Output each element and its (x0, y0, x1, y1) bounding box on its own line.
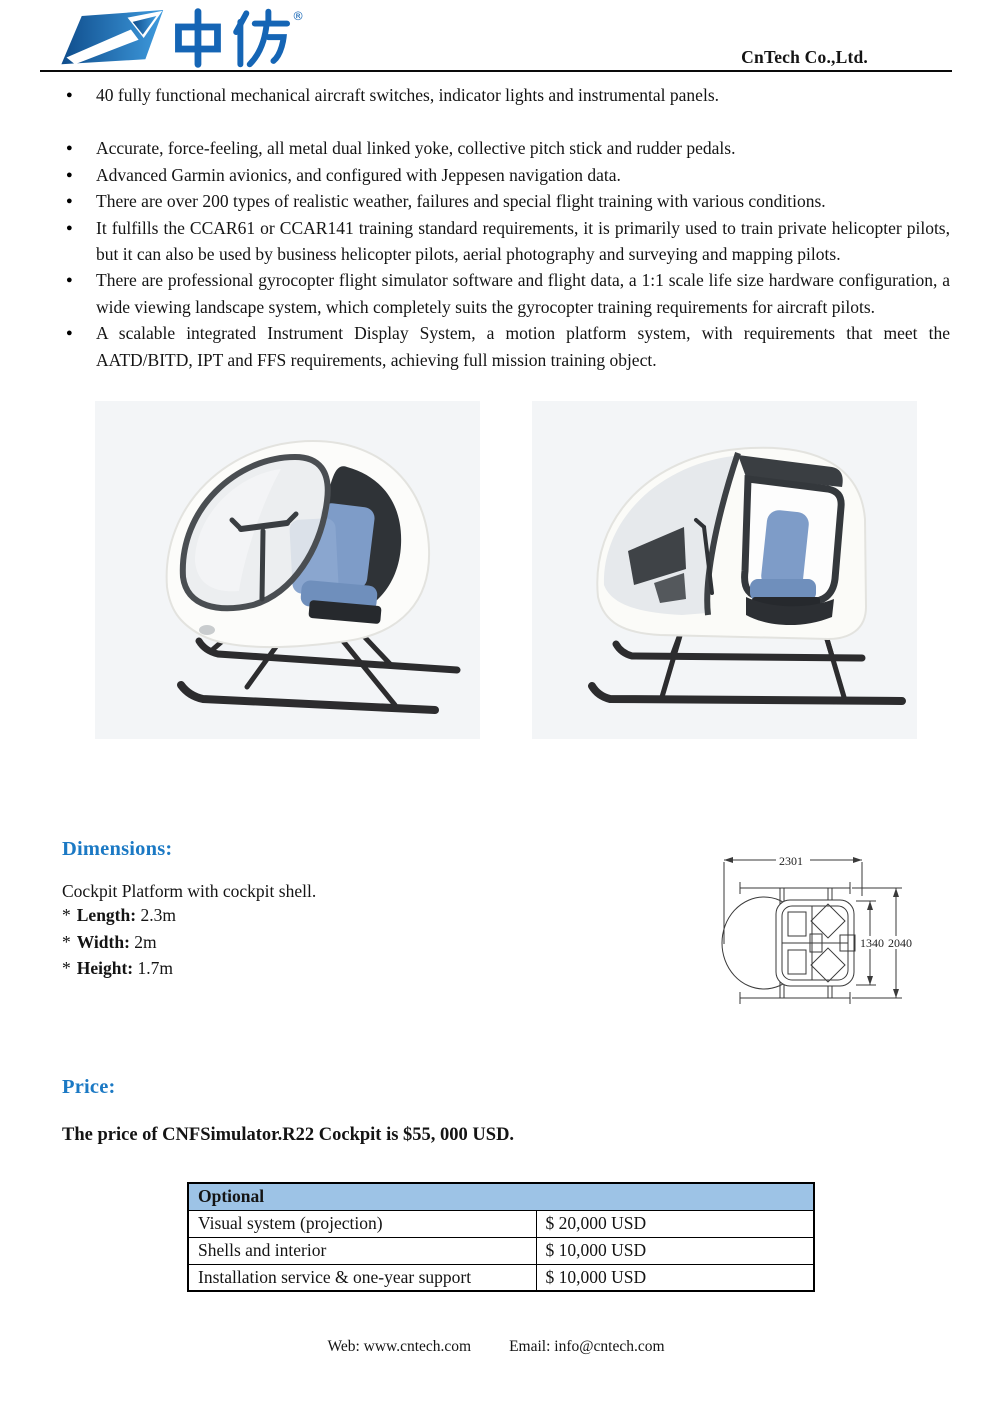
bullet-icon: ● (66, 89, 73, 101)
bullet-item (66, 215, 950, 268)
cockpit-front-image (95, 401, 480, 739)
page-footer (40, 1338, 952, 1384)
price-section (40, 1076, 952, 1146)
dimensions-intro: Cockpit Platform with cockpit shell. (62, 881, 317, 902)
spec-label: Height: (76, 958, 134, 979)
bullet-text: 40 fully functional mechanical aircraft switches, indicator lights and instrumental panels. (96, 85, 720, 105)
option-item-cell: Visual system (projection) (188, 1210, 536, 1237)
footer-web: Web: www.cntech.com (327, 1338, 472, 1356)
option-price-cell: $ 10,000 USD (536, 1237, 814, 1264)
spec-star: * (62, 958, 71, 979)
bullet-text: Accurate, force-feeling, all metal dual linked yoke, collective pitch stick and rudder pedals. (96, 138, 736, 159)
bullet-text: There are professional gyrocopter flight simulator software and flight data, a 1:1 scale life size hardware configuration, a wide viewing landscape system, which completely suits the gyrocopter training requirements for aircraft pilots. (96, 270, 950, 317)
spec-value: 1.7m (137, 958, 174, 979)
price-heading: Price: (62, 1076, 116, 1099)
dim-label-length: 2301 (779, 854, 803, 869)
options-table (187, 1182, 815, 1292)
bullet-text: Advanced Garmin avionics, and configured with Jeppesen navigation data. (96, 164, 621, 185)
cockpit-side-image (532, 401, 917, 739)
bullet-item (66, 82, 950, 108)
dimensions-heading: Dimensions: (62, 838, 173, 861)
table-row (188, 1210, 814, 1237)
option-item-cell: Shells and interior (188, 1237, 536, 1264)
logo-char-zhong (178, 12, 217, 65)
spec-value: 2m (134, 931, 157, 952)
table-row (188, 1264, 814, 1291)
product-images-row (95, 401, 952, 739)
table-header-row (188, 1183, 814, 1210)
bullet-icon: ● (66, 221, 73, 234)
spec-star: * (62, 931, 71, 952)
spec-label: Length: (76, 905, 137, 926)
bullet-icon: ● (66, 195, 73, 208)
feature-bullet-list (40, 82, 952, 373)
dim-label-inner: 1340 (860, 936, 884, 951)
spec-height (62, 955, 622, 982)
spec-value: 2.3m (140, 905, 176, 926)
footer-email: Email: info@cntech.com (509, 1338, 665, 1356)
bullet-item (66, 162, 950, 188)
table-row (188, 1237, 814, 1264)
bullet-item (66, 320, 950, 373)
spec-star: * (62, 905, 71, 926)
option-price-cell: $ 20,000 USD (536, 1210, 814, 1237)
technical-drawing (700, 846, 938, 1024)
logo-char-fang (236, 12, 287, 65)
bullet-text: There are over 200 types of realistic weather, failures and special flight training with various conditions. (96, 191, 826, 212)
company-name: CnTech Co.,Ltd. (741, 47, 868, 67)
table-header-cell: Optional (188, 1183, 814, 1210)
bullet-icon: ● (66, 142, 73, 155)
dim-label-outer: 2040 (888, 936, 912, 951)
option-item-cell: Installation service & one-year support (188, 1264, 536, 1291)
bullet-text: It fulfills the CCAR61 or CCAR141 training standard requirements, it is primarily used to train private helicopter pilots, but it can also be used by business helicopter pilots, aerial photography and surveying and mapping pilots. (96, 217, 950, 265)
page-header (40, 4, 952, 72)
bullet-item (66, 267, 950, 320)
cntech-logo-icon (58, 8, 304, 68)
bullet-item (66, 188, 950, 214)
price-statement: The price of CNFSimulator.R22 Cockpit is $55, 000 USD. (62, 1125, 515, 1146)
spec-label: Width: (76, 931, 130, 952)
spec-length (62, 902, 622, 929)
bullet-item (66, 135, 950, 161)
registered-mark: ® (292, 9, 304, 24)
bullet-icon: ● (66, 327, 73, 340)
bullet-text: A scalable integrated Instrument Display System, a motion platform system, with requirements that meet the AATD/BITD, IPT and FFS requirements, achieving full mission training object. (96, 323, 950, 370)
bullet-icon: ● (66, 168, 73, 181)
dimensions-section (40, 838, 952, 1024)
spec-width (62, 929, 622, 956)
bullet-icon: ● (66, 274, 73, 287)
option-price-cell: $ 10,000 USD (536, 1264, 814, 1291)
dimensions-text-block (62, 838, 622, 1024)
